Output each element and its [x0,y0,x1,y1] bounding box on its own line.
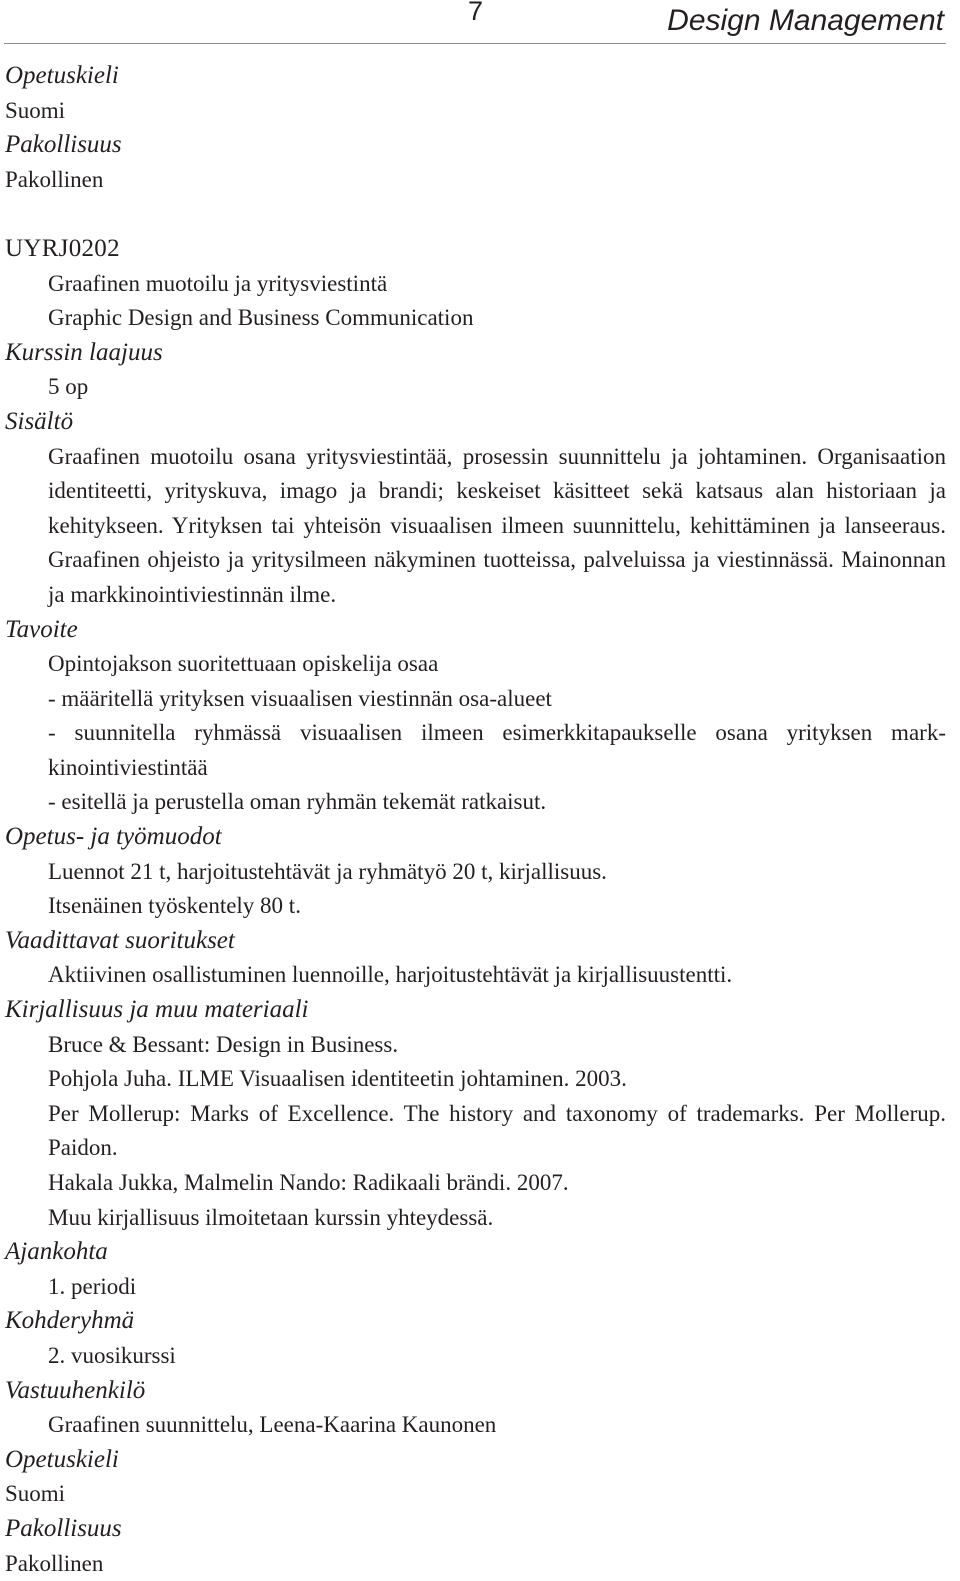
literature-label: Kirjallisuus ja muu materiaali [5,996,309,1024]
goal-line: - esitellä ja perustella oman ryhmän tekemät ratkaisut. [48,789,547,815]
compulsory-value: Pakollinen [5,1550,104,1576]
compulsory-value: Pakollinen [5,166,104,192]
literature-item: Pohjola Juha. ILME Visuaalisen identiteetin johtaminen. 2003. [48,1066,627,1092]
page-header [0,0,960,46]
goal-line: Opintojakson suoritettuaan opiskelija osaa [48,651,439,677]
target-group-value: 2. vuosikurssi [48,1342,176,1368]
timing-label: Ajankohta [5,1238,108,1266]
responsible-label: Vastuuhenkilö [5,1376,146,1404]
course-name-fi: Graafinen muotoilu ja yritysviestintä [48,270,388,296]
methods-line: Luennot 21 t, harjoitustehtävät ja ryhmätyö 20 t, kirjallisuus. [48,858,607,884]
literature-item: Hakala Jukka, Malmelin Nando: Radikaali brändi. 2007. [48,1170,569,1195]
running-title: Design Management [667,4,944,37]
goal-label: Tavoite [5,615,78,643]
content-text: Graafinen muotoilu osana yritysviestintää, prosessin suunnittelu ja johtaminen. Organisaation identiteetti, yrityskuva, imago ja brandi; keskeiset käsitteet sekä katsaus alan historiaan ja kehitykseen. Yrityksen tai yhteisön visuaalisen ilmeen suunnittelu, kehittäminen ja lanseeraus. Graafinen ohjeisto ja yritysilmeen näkyminen tuotteissa, palveluissa ja viestinnässä. Mainonnan ja markkinointiviestinnän ilme. [48,443,946,607]
compulsory-label: Pakollisuus [5,131,122,159]
methods-line: Itsenäinen työskentely 80 t. [48,893,301,919]
extent-label: Kurssin laajuus [5,338,163,366]
course-name-en: Graphic Design and Business Communication [48,305,474,331]
literature-item: Bruce & Bessant: Design in Business. [48,1031,399,1057]
section-gap [0,197,960,232]
language-value: Suomi [5,1481,66,1507]
target-group-label: Kohderyhmä [5,1307,135,1335]
course-document [0,59,960,1581]
methods-label: Opetus- ja työmuodot [5,823,222,851]
requirements-text: Aktiivinen osallistuminen luennoille, harjoitustehtävät ja kirjallisuustentti. [48,962,733,988]
header-rule [4,43,946,44]
previous-course-tail [0,59,960,197]
requirements-label: Vaadittavat suoritukset [5,926,235,954]
content-label: Sisältö [5,407,74,435]
extent-value: 5 op [48,374,89,400]
goal-line: - suunnitella ryhmässä visuaalisen ilmeen esimerkkitapaukselle osana yrityksen markkinointiviestintää [48,720,946,780]
literature-item: Muu kirjallisuus ilmoitetaan kurssin yhteydessä. [48,1204,494,1230]
goal-line: - määritellä yrityksen visuaalisen viestinnän osa-alueet [48,685,552,711]
course-code: UYRJ0202 [5,234,120,262]
responsible-value: Graafinen suunnittelu, Leena-Kaarina Kaunonen [48,1412,497,1438]
language-value: Suomi [5,97,66,123]
page-number: 7 [468,0,484,26]
literature-item: Per Mollerup: Marks of Excellence. The history and taxonomy of trademarks. Per Mollerup. Paidon. [48,1100,946,1161]
timing-value: 1. periodi [48,1273,137,1299]
compulsory-label: Pakollisuus [5,1514,122,1542]
language-label: Opetuskieli [5,1445,119,1473]
course-entry [0,232,960,1581]
language-label: Opetuskieli [5,62,119,89]
